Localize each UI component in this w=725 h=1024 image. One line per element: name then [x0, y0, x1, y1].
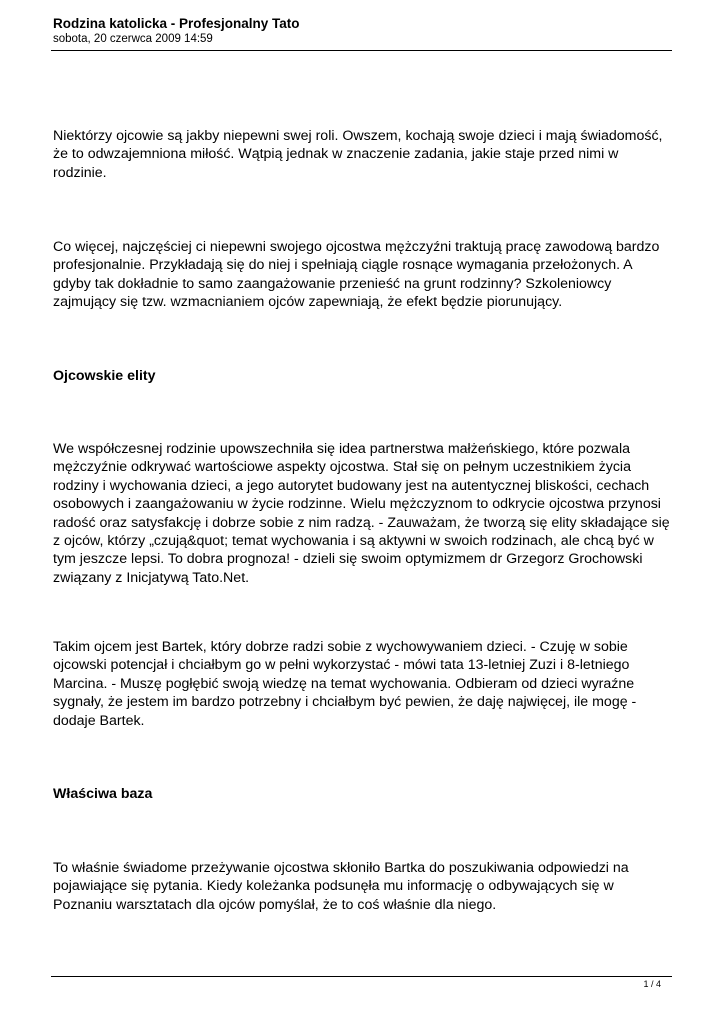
paragraph-bartek: Takim ojcem jest Bartek, który dobrze radzi sobie z wychowywaniem dzieci. - Czuję w sobie ojcowski potencjał i chciałbym go w pełni wykorzystać - mówi tata 13-letniej Zuzi i 8-letniego Marcina. - Muszę pogłębić swoją wiedzę na temat wychowania. Odbieram od dzieci wyraźne sygnały, że jestem im bardzo potrzebny i chciałbym być pewien, że daję najwięcej, ile mogę - dodaje Bartek. [53, 639, 637, 729]
section-heading-wlasciwa-baza: Właściwa baza [53, 786, 153, 802]
document-date: sobota, 20 czerwca 2009 14:59 [53, 33, 213, 45]
paragraph-intro: Niektórzy ojcowie są jakby niepewni swej roli. Owszem, kochają swoje dzieci i mają świadomość, że to odwzajemniona miłość. Wątpią jednak w znaczenie zadania, jakie staje przed nimi w rodzinie. [53, 128, 663, 181]
document-title: Rodzina katolicka - Profesjonalny Tato [53, 16, 300, 31]
paragraph-workshops: To właśnie świadome przeżywanie ojcostwa skłoniło Bartka do poszukiwania odpowiedzi na pojawiające się pytania. Kiedy koleżanka podsunęła mu informację o odbywających się w Poznaniu warsztatach dla ojców pomyślał, że to coś właśnie dla niego. [53, 860, 629, 913]
paragraph-professional: Co więcej, najczęściej ci niepewni swojego ojcostwa mężczyźni traktują pracę zawodową bardzo profesjonalnie. Przykładają się do niej i spełniają ciągle rosnące wymagania przełożonych. A gdyby tak dokładnie to samo zaangażowanie przenieść na grunt rodzinny? Szkoleniowcy zajmujący się tzw. wzmacnianiem ojców zapewniają, że efekt będzie piorunujący. [53, 239, 660, 311]
document-header [53, 16, 673, 47]
paragraph-partnership: We współczesnej rodzinie upowszechniła się idea partnerstwa małżeńskiego, które pozwala mężczyźnie odkrywać wartościowe aspekty ojcostwa. Stał się on pełnym uczestnikiem życia rodziny i wychowania dzieci, a jego autorytet budowany jest na autentycznej bliskości, cechach osobowych i zaangażowaniu w życie rodzinne. Wielu mężczyznom to odkrycie ojcostwa przynosi radość oraz satysfakcję i dobrze sobie z nim radzą. - Zauważam, że tworzą się elity składające się z ojców, którzy „czują&quot; temat wychowania i są aktywni w swoich rodzinach, ale chcą być w tym jeszcze lepsi. To dobra prognoza! - dzieli się swoim optymizmem dr Grzegorz Grochowski związany z Inicjatywą Tato.Net. [53, 441, 670, 586]
section-heading-ojcowskie-elity: Ojcowskie elity [53, 368, 156, 384]
page-number: 1 / 4 [643, 979, 661, 989]
footer-divider [51, 976, 672, 977]
header-divider [51, 50, 672, 51]
